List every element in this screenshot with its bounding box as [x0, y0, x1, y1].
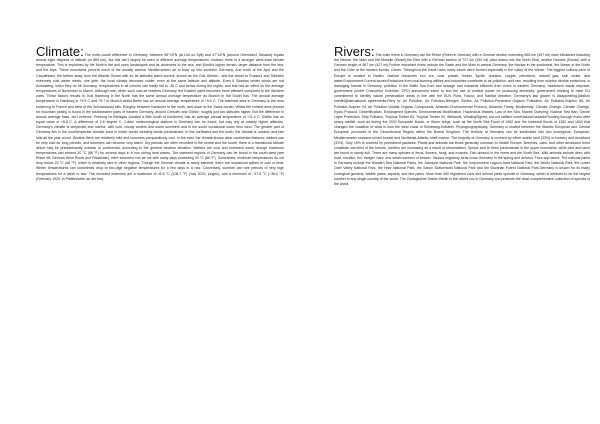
rivers-body-text: The main rivers in Germany are the Rhine (Rhein in German) with a German section extending 865 km (537 mi) main tributaries including the Neckar, the Main and the Moselle (Mosel);the Elbe with a German section of 727 km (452 mi) (also drains into the North Sea), andthe Danube (Donau) with a German length of 687 km (427 mi).Further important rivers include the Saale and the Main in central Germany, the Neckar in the southwest, the Weser in the North and the Oder at the eastern border. Caves: Throughout the Karst rocks many caves were formed especially in the valley of the Winter. The biggest cultural cave of Europe is located in Baden. Natural resources iron ore, coal, potash, timber, lignite, uranium, copper, petroleum, natural gas, salt, nickel, and water.Environment:Current issues:Emissions from coal-burning utilities and industries contribute to air pollution; acid rain, resulting from sulphur dioxide emissions, is damaging forests in Germany; pollution in the Baltic Sea from raw sewage and industrial effluents from rivers in eastern Germany; hazardous waste disposal; government (under Chancellor Schröder, SPD) announced intent to end the use of nuclear power for producing electricity; government working to meet EU commitment to identify nature preservation areas in line with the EU's Flora, Fauna, and Habitat directive. Germany's last glacier is disappearing.]citation needed]International agreements:Party to: Air Pollution, Air Pollution-Nitrogen Oxides, Air Pollution-Persistent Organic Pollutants, Air Pollution-Sulphur 85, Air Pollution-Sulphur 94, Air Pollution-Volatile Organic Compounds, Antarctic-Environmental Protocol, Antarctic Treaty, Biodiversity, Climate Change, Climate Change-Kyoto Protocol, Desertification, Endangered Species, Environmental Modification, Hazardous Wastes, Law of the Sea, Marine Dumping, Nuclear Test Ban, Ozone Layer Protection, Ship Pollution, Tropical Timber 83, Tropical Timber 94, Wetlands, WhalingSigned, but not ratified: noneNatural hazardsFlooding through rivers after heavy rainfall, such as during the 2002 European floods, or Storm surge, such as the North Sea Flood of 1962 and the historical floods of 1362 and 1634 that changed the coastline of what is now the west coast of Schleswig-Holstein. Phytogeographically, Germany is shared between the Atlantic European and Central European provinces of the Circumboreal Region within the Boreal Kingdom. The territory of Germany can be subdivided into two ecoregions: European-Mediterranean montane mixed forests and Northeast-Atlantic shelf marine. The majority of Germany is covered by either arable land (33%) or forestry and woodland (31%). Only 15% is covered by permanent pastures. Plants and animals are those generally common to middle Europe. Beeches, oaks, and other deciduous trees constitute one-third of the forests; conifers are increasing as a result of reforestation. Spruce and fir trees predominate in the upper mountains, while pine and larch are found in sandy soil. There are many species of ferns, flowers, fungi, and mosses. Fish abound in the rivers and the North Sea. Wild animals include deer, wild boar, mouflon, fox, badger, hare, and small numbers of beaver. Various migratory birds cross Germany in the spring and autumn. Flora and fauna: The national parks in Germany include the Wadden Sea National Parks, the Jasmund National Park, the Vorpommern Lagoon Area National Park, the Müritz National Park, the Lower Oder Valley National Park, the Harz National Park, the Saxon Switzerland National Park and the Bavarian Forest National Park.Germany is known for its many zoological gardens, wildlife parks, aquaria, and bird parks. More than 400 registered zoos and animal parks operate in Germany, which is believed to be the largest number in any single country of the world. The Zoologischer Garten Berlin is the oldest zoo in Germany and presents the most comprehensive collection of species in the world. [334, 53, 590, 186]
climate-heading: Climate: [36, 46, 84, 59]
climate-section [36, 46, 284, 416]
rivers-section [334, 46, 590, 416]
climate-body-text: The north–south difference in Germany, between 55°03″N (at List on Sylt) and 47°16″N (around Oberstdorf, Bavaria) equals almost eight degrees of latitude (or 889 km), but this can't largely be seen in different average temperatures. Instead, there is a stronger west–east climate temperature. This is explained by the North's flat and open landscapes and its closeness to the sea, and South's higher terrain, larger distance from the sea, and the Alps. These mountains prevent much of the usually warmer Mediterranean air to blow up into southern Germany. And north of the Alps and the Carpathians, the farther away from the Atlantic Ocean with for its latitudes warm current, known as the Gulf Stream - and the closer to Russia's and Siberia's extremely cold winter winds, one gets, the local climate becomes colder, even at the same latitude and altitude. Even if Siberian winter winds are not dominating, when they do hit Germany, temperatures in all corners can easily fall to -30 C and below during the nights, and this has an effect on the average temperatures of November to March. Although rare, when such cold air reaches Germany, the Eastern parts becomes more affected compared to the Western parts. These factors results in, that Hamburg in the North has the same annual average temperature as Munich in the South has. The annual average temperature in Hamburg is +9.5 C and +9.7 in Munich whilst Berlin has an annual average temperature of +9.9 C. The warmest area in Germany is the area bordering to France and west of the Schwarzwald hills. Roughly between Karlsruhe in the north, and down to the Swiss border. Whilst the coldest area (except for mountain peaks) is found in the southeastern parts of eastern Germany, around Dresden and Görlitz; roughly just two latitudes higher. But the difference in annual average base, isn't extreme. Freiburg im Breisgau (located a little south of Karlsruhe) has an average annual temperature of +11.4 C, Görlitz has an equal value of +8.8 C. A difference of 2.6 degree C. Colder meteorological stations in Germany can be found, but may rely at notably higher altitudes. Germany's climate is temperate and marine, with cold, cloudy winters and warm summers and in the south occasional warm föhn wind. The greater part of Germany lies in the cool/temperate climatic zone in which humid westerly winds predominate. In the northwest and the north, the climate is oceanic and rain falls all the year round. Winters there are relatively mild and summers comparatively cool. In the east, the climate shows clear continental features; winters can be very cold for long periods, and summers can become very warm. Dry periods are often recorded in the centre and the south; there is a transitional climate which may be predominantly oceanic or continental, according to the general weather situation. Winters are cool and summers warm, though maximum temperatures can exceed 30 °C (86 °F) for several days in a row during heat waves. The warmest regions of Germany can be found in the south-west (see Rhine rift, German Wine Route and Palatinate). Here summers can be hot with many days exceeding 30 °C (86 °F). Sometimes, minimum temperatures do not drop below 20 °C (68 °F), which is relatively rare in other regions. Though the German climate is rarely extreme, there are occasional spikes of cold or heat. Winter temperatures can sometimes drop to two-digit negative temperatures for a few days in a row. Conversely, summer can see periods of very high temperatures for a week or two. The recorded extremes are a maximum of 42.6 °C (108.7 °F) (July 2019, Lingen), and a minimum of −37.8 °C (−36.0 °F) (February 1929, in Pfaffenhofen an der Ilm). [36, 53, 284, 181]
rivers-heading: Rivers: [334, 46, 375, 59]
